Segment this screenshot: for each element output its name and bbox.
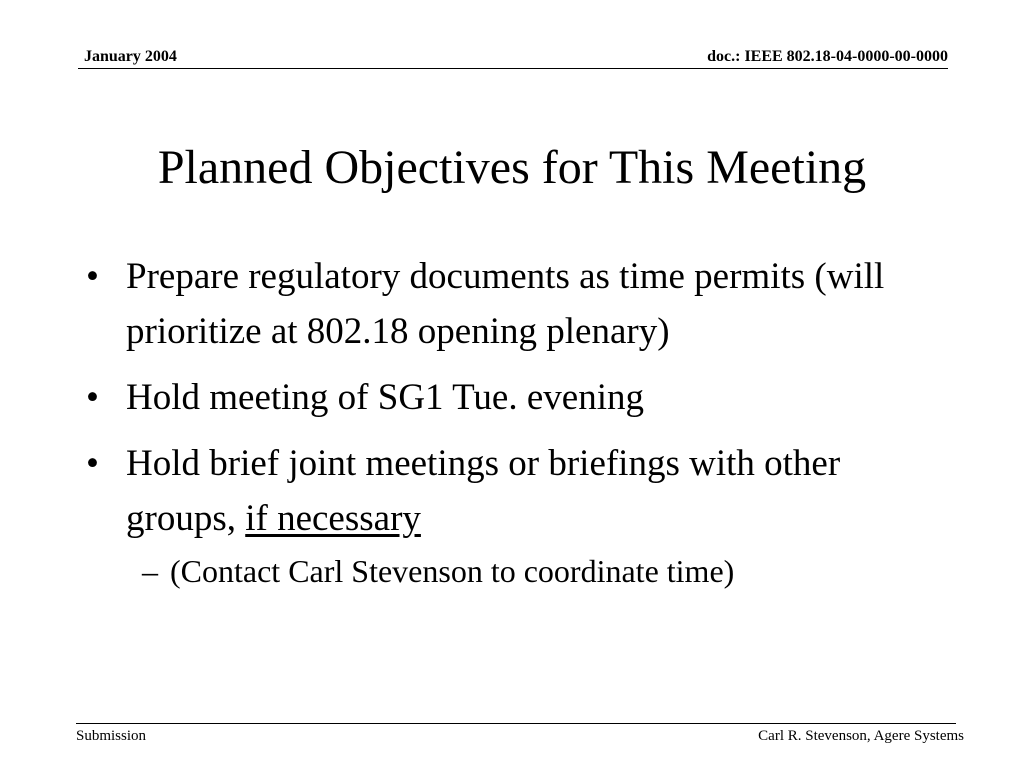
subbullet-marker: – xyxy=(142,553,158,589)
footer-author: Carl R. Stevenson, Agere Systems xyxy=(758,728,964,744)
bullet-marker: • xyxy=(86,377,99,418)
bullet-text-underlined: if necessary xyxy=(245,498,421,539)
bullet-item-3 xyxy=(84,436,944,546)
bullet-text xyxy=(126,443,840,539)
bullet-text: Prepare regulatory documents as time permits (will prioritize at 802.18 opening plenary) xyxy=(126,256,885,352)
bullet-text: Hold meeting of SG1 Tue. evening xyxy=(126,377,644,418)
bullet-marker: • xyxy=(86,256,99,297)
subbullet-text: (Contact Carl Stevenson to coordinate time) xyxy=(170,553,735,589)
bullet-list xyxy=(84,249,944,593)
header-doc-id: doc.: IEEE 802.18-04-0000-00-0000 xyxy=(707,48,948,65)
header-divider xyxy=(78,68,948,69)
bullet-item-1 xyxy=(84,249,944,359)
subbullet-item xyxy=(84,549,944,593)
bullet-text-plain: Hold brief joint meetings or briefings with other groups, xyxy=(126,443,841,539)
bullet-marker: • xyxy=(86,443,99,484)
header-date: January 2004 xyxy=(84,48,177,65)
slide-title: Planned Objectives for This Meeting xyxy=(157,141,867,194)
footer-submission: Submission xyxy=(76,728,147,744)
footer-divider xyxy=(76,723,956,724)
bullet-item-2 xyxy=(84,370,944,425)
